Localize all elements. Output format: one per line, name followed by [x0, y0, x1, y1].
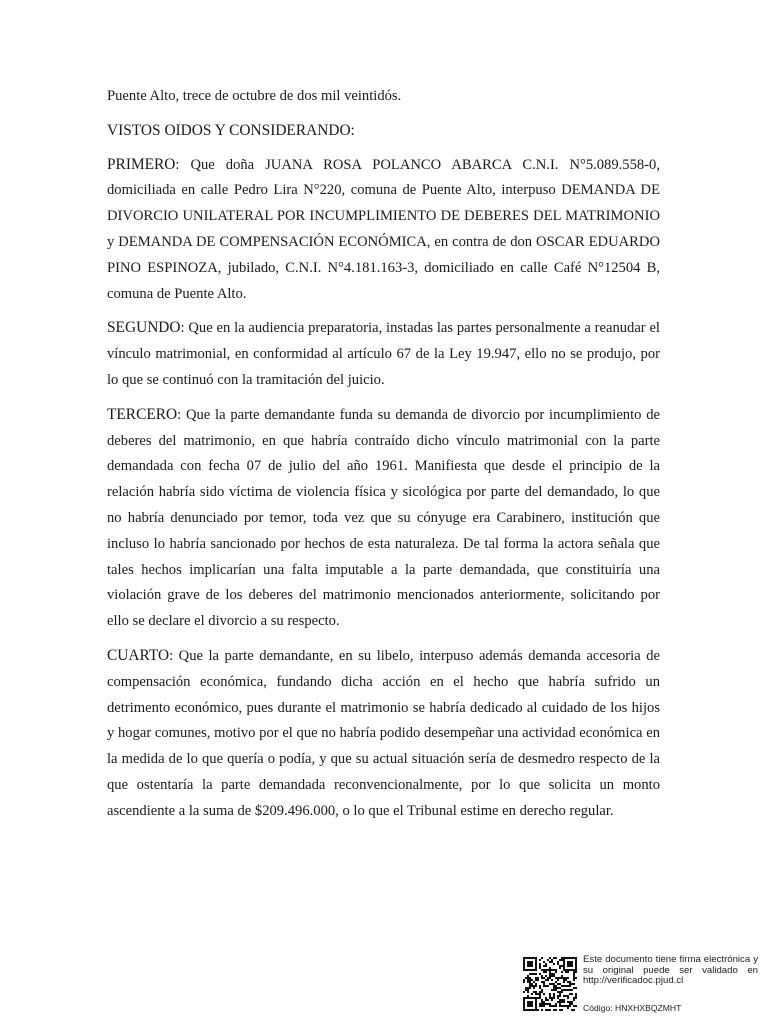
- date-line: Puente Alto, trece de octubre de dos mil veintidós.: [107, 88, 402, 104]
- paragraph-text: : Que doña JUANA ROSA POLANCO ABARCA C.N.I. N°5.089.558-0, domiciliada en calle Pedro Lira N°220, comuna de Puente Alto, interpuso DEMANDA DE DIVORCIO UNILATERAL POR INCUMPLIMIENTO DE DEBERES DEL MATRIMONIO y DEMANDA DE COMPENSACIÓN ECONÓMICA, en contra de don OSCAR EDUARDO PINO ESPINOZA, jubilado, C.N.I. N°4.181.163-3, domiciliado en calle Café N°12504 B, comuna de Puente Alto.: [107, 156, 660, 302]
- paragraph-text: : Que la parte demandante, en su libelo, interpuso además demanda accesoria de compensación económica, fundando dicha acción en el hecho que habría sufrido un detrimento económico, pues durante el matrimonio se habría dedicado al cuidado de los hijos y hogar comunes, motivo por el que no habría podido desempeñar una actividad económica en la medida de lo que quería o podía, y que su actual situación sería de desmedro respecto de la que ostentaría la parte demandada reconvencionalmente, por lo que solicita un monto ascendiente a la suma de $209.496.000, o lo que el Tribunal estime en derecho regular.: [107, 647, 660, 819]
- paragraph-primero: [107, 152, 660, 308]
- paragraph-text: : Que en la audiencia preparatoria, instadas las partes personalmente a reanudar el vínculo matrimonial, en conformidad al artículo 67 de la Ley 19.947, ello no se produjo, por lo que se continuó con la tramitación del juicio.: [107, 320, 660, 388]
- vistos-heading: VISTOS OIDOS Y CONSIDERANDO:: [107, 121, 355, 139]
- electronic-signature-footer: [523, 955, 758, 1015]
- paragraph-label: TERCERO: [107, 405, 178, 423]
- paragraph-label: PRIMERO: [107, 155, 176, 173]
- paragraph-label: CUARTO: [107, 646, 170, 664]
- qr-code-icon: [523, 957, 577, 1011]
- paragraph-label: SEGUNDO: [107, 319, 181, 337]
- verification-code: Código: HNXHXBQZMHT: [583, 1002, 682, 1013]
- paragraph-cuarto: [107, 643, 660, 825]
- signature-text: Este documento tiene firma electrónica y su original puede ser validado en http://verificadoc.pjud.cl: [583, 954, 758, 987]
- document-body: [107, 84, 660, 833]
- paragraph-tercero: [107, 402, 660, 635]
- paragraph-segundo: [107, 315, 660, 393]
- signature-notice: [583, 955, 758, 1013]
- paragraph-text: : Que la parte demandante funda su demanda de divorcio por incumplimiento de deberes del matrimonio, en que habría contraído dicho vínculo matrimonial con la parte demandada con fecha 07 de julio del año 1961. Manifiesta que desde el principio de la relación habría sido víctima de violencia física y sicológica por parte del demandado, lo que no habría denunciado por temor, toda vez que su cónyuge era Carabinero, institución que incluso lo habría sancionado por hechos de esta naturaleza. De tal forma la actora señala que tales hechos implicarían una falta imputable a la parte demandada, que constituiría una violación grave de los deberes del matrimonio mencionados anteriormente, solicitando por ello se declare el divorcio a su respecto.: [107, 406, 660, 630]
